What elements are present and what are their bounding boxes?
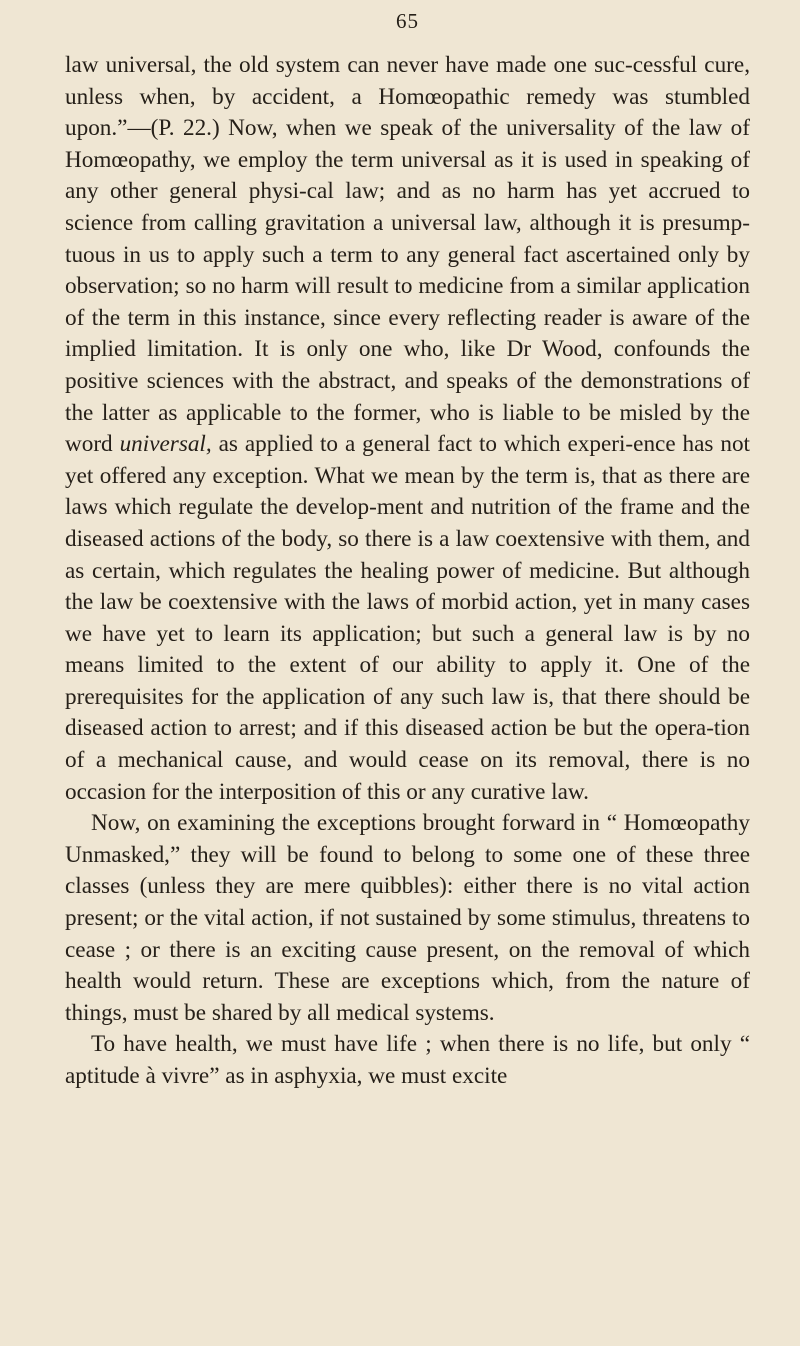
italic-word: universal, [119, 431, 212, 458]
text-segment: Now, on examining the exceptions brought forward in “ Homœopathy Unmasked,” they will be found to belong to some one of these three classes (unless they are mere quibbles): either there is no vital action present; or the vital action, if not sustained by some stimulus, threatens to cease ; or there is an exciting cause present, on the removal of which health would return. These are exceptions which, from the nature of things, must be shared by all medical systems. [65, 810, 750, 1026]
page-number: 65 [396, 9, 419, 33]
text-segment: law universal, the old system can never have made one suc-cessful cure, unless when, by accident, a Homœopathic remedy was stumbled upon.”—(P. 22.) Now, when we speak of the universality of the law of Homœopathy, we employ the term universal as it is used in speaking of any other general physi-cal law; and as no harm has yet accrued to science from calling gravitation a universal law, although it is presump-tuous in us to apply such a term to any general fact ascertained only by observation; so no harm will result to medicine from a similar application of the term in this instance, since every reflecting reader is aware of the implied limitation. It is only one who, like Dr Wood, confounds the positive sciences with the abstract, and speaks of the demonstrations of the latter as applicable to the former, who is liable to be misled by the word [65, 52, 750, 458]
paragraph-3 [65, 1029, 750, 1092]
text-segment: To have health, we must have life ; when there is no life, but only “ aptitude à vivre” as in asphyxia, we must excite [65, 1031, 750, 1089]
paragraph-2 [65, 808, 750, 1029]
paragraph-1 [65, 50, 750, 808]
text-segment: as applied to a general fact to which experi-ence has not yet offered any exception. What we mean by the term is, that as there are laws which regulate the develop-ment and nutrition of the frame and the diseased actions of the body, so there is a law coextensive with them, and as certain, which regulates the healing power of medicine. But although the law be coextensive with the laws of morbid action, yet in many cases we have yet to learn its application; but such a general law is by no means limited to the extent of our ability to apply it. One of the prerequisites for the application of any such law is, that there should be diseased action to arrest; and if this diseased action be but the opera-tion of a mechanical cause, and would cease on its removal, there is no occasion for the interposition of this or any curative law. [65, 431, 751, 805]
